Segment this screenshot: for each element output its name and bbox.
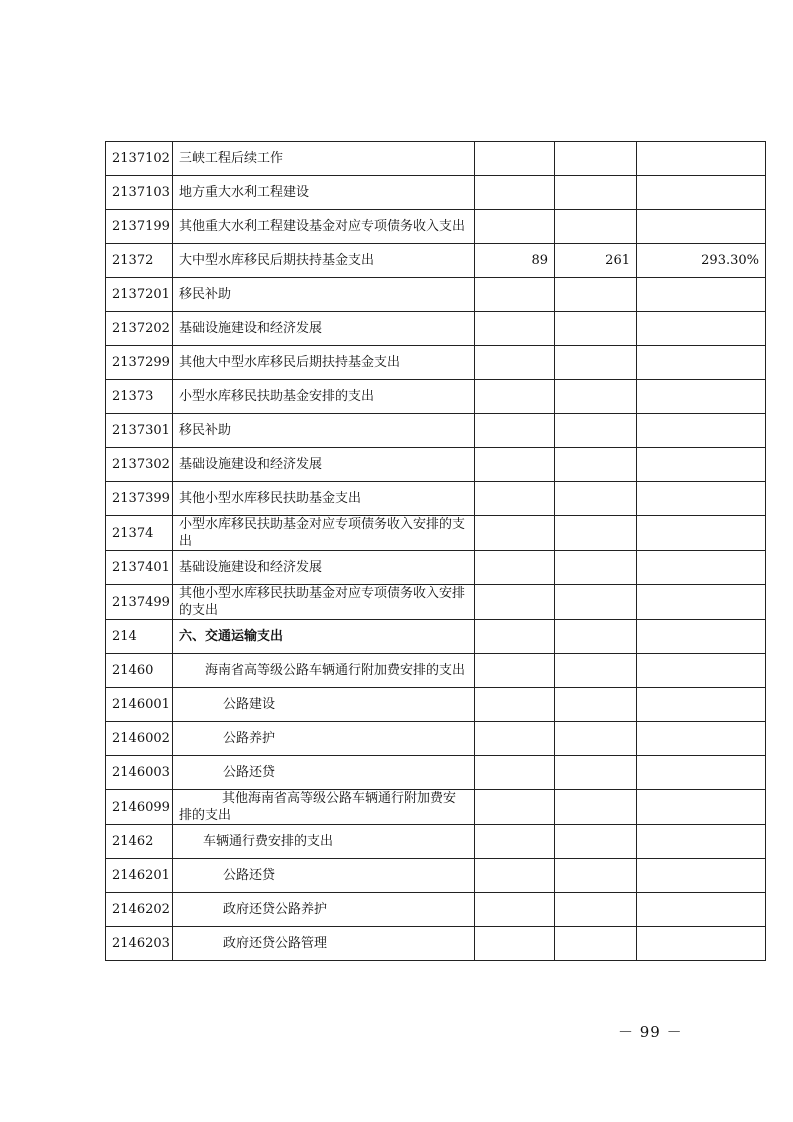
table-row — [106, 722, 766, 756]
row-name: 基础设施建设和经济发展 — [173, 312, 475, 346]
row-value-2 — [555, 585, 637, 620]
row-name: 其他小型水库移民扶助基金对应专项债务收入安排的支出 — [173, 585, 475, 620]
row-value-2 — [555, 927, 637, 961]
row-value-3 — [637, 380, 766, 414]
table-row — [106, 380, 766, 414]
row-name: 地方重大水利工程建设 — [173, 176, 475, 210]
row-value-1 — [475, 790, 555, 825]
row-value-3: 293.30% — [637, 244, 766, 278]
table-row — [106, 482, 766, 516]
row-name: 小型水库移民扶助基金对应专项债务收入安排的支出 — [173, 516, 475, 551]
row-name: 其他大中型水库移民后期扶持基金支出 — [173, 346, 475, 380]
table-row — [106, 176, 766, 210]
row-value-3 — [637, 312, 766, 346]
row-value-3 — [637, 722, 766, 756]
row-name: 三峡工程后续工作 — [173, 142, 475, 176]
table-row — [106, 927, 766, 961]
row-value-3 — [637, 551, 766, 585]
row-value-3 — [637, 756, 766, 790]
page-number: － 99 － — [618, 1023, 683, 1041]
row-value-2 — [555, 722, 637, 756]
row-value-3 — [637, 176, 766, 210]
table-row — [106, 448, 766, 482]
table-row — [106, 893, 766, 927]
row-value-1 — [475, 414, 555, 448]
row-name: 政府还贷公路养护 — [173, 893, 475, 927]
row-value-2 — [555, 516, 637, 551]
row-value-3 — [637, 414, 766, 448]
row-code: 21373 — [106, 380, 173, 414]
row-code: 2137201 — [106, 278, 173, 312]
table-row — [106, 688, 766, 722]
row-code: 2137399 — [106, 482, 173, 516]
row-value-3 — [637, 482, 766, 516]
table-row — [106, 790, 766, 825]
row-value-2 — [555, 620, 637, 654]
row-code: 214 — [106, 620, 173, 654]
table-row — [106, 142, 766, 176]
table-row — [106, 756, 766, 790]
row-value-1: 89 — [475, 244, 555, 278]
row-value-1 — [475, 654, 555, 688]
row-value-3 — [637, 825, 766, 859]
row-value-3 — [637, 210, 766, 244]
row-value-1 — [475, 176, 555, 210]
row-code: 2137302 — [106, 448, 173, 482]
row-value-2 — [555, 482, 637, 516]
row-value-3 — [637, 620, 766, 654]
row-value-2 — [555, 312, 637, 346]
row-value-1 — [475, 893, 555, 927]
row-code: 2137103 — [106, 176, 173, 210]
row-value-2 — [555, 893, 637, 927]
row-code: 2137499 — [106, 585, 173, 620]
row-code: 21372 — [106, 244, 173, 278]
row-value-3 — [637, 278, 766, 312]
row-name: 公路还贷 — [173, 756, 475, 790]
row-value-3 — [637, 516, 766, 551]
row-code: 2137102 — [106, 142, 173, 176]
row-code: 2137202 — [106, 312, 173, 346]
table-row — [106, 414, 766, 448]
row-name: 小型水库移民扶助基金安排的支出 — [173, 380, 475, 414]
row-code: 2137401 — [106, 551, 173, 585]
row-name: 公路还贷 — [173, 859, 475, 893]
table-row — [106, 278, 766, 312]
row-value-1 — [475, 278, 555, 312]
row-code: 2146099 — [106, 790, 173, 825]
row-name: 公路建设 — [173, 688, 475, 722]
table-row — [106, 620, 766, 654]
row-name: 其他重大水利工程建设基金对应专项债务收入支出 — [173, 210, 475, 244]
row-value-3 — [637, 893, 766, 927]
row-value-3 — [637, 142, 766, 176]
row-value-2 — [555, 176, 637, 210]
row-code: 2146201 — [106, 859, 173, 893]
row-name: 基础设施建设和经济发展 — [173, 551, 475, 585]
row-code: 21374 — [106, 516, 173, 551]
row-value-3 — [637, 654, 766, 688]
row-value-2 — [555, 380, 637, 414]
row-value-1 — [475, 585, 555, 620]
row-value-1 — [475, 688, 555, 722]
row-value-1 — [475, 859, 555, 893]
row-value-1 — [475, 482, 555, 516]
table-row — [106, 346, 766, 380]
budget-table — [105, 141, 766, 961]
row-value-1 — [475, 346, 555, 380]
row-value-2 — [555, 346, 637, 380]
row-value-2 — [555, 756, 637, 790]
table-row — [106, 585, 766, 620]
row-code: 2146001 — [106, 688, 173, 722]
row-value-2 — [555, 688, 637, 722]
row-name: 移民补助 — [173, 278, 475, 312]
row-code: 21462 — [106, 825, 173, 859]
row-name: 移民补助 — [173, 414, 475, 448]
row-value-1 — [475, 210, 555, 244]
row-value-1 — [475, 380, 555, 414]
table-row — [106, 859, 766, 893]
row-value-2 — [555, 551, 637, 585]
row-name: 政府还贷公路管理 — [173, 927, 475, 961]
row-value-1 — [475, 142, 555, 176]
row-value-1 — [475, 551, 555, 585]
row-name: 基础设施建设和经济发展 — [173, 448, 475, 482]
row-value-3 — [637, 346, 766, 380]
row-value-1 — [475, 927, 555, 961]
row-value-1 — [475, 516, 555, 551]
row-value-1 — [475, 620, 555, 654]
row-value-1 — [475, 756, 555, 790]
row-value-2: 261 — [555, 244, 637, 278]
row-value-2 — [555, 654, 637, 688]
row-value-2 — [555, 414, 637, 448]
row-value-3 — [637, 859, 766, 893]
table-row — [106, 244, 766, 278]
row-value-2 — [555, 278, 637, 312]
table-row — [106, 825, 766, 859]
row-value-2 — [555, 142, 637, 176]
row-code: 2137301 — [106, 414, 173, 448]
row-code: 2146003 — [106, 756, 173, 790]
table-row — [106, 516, 766, 551]
budget-table-body — [106, 142, 766, 961]
table-row — [106, 654, 766, 688]
row-value-2 — [555, 448, 637, 482]
row-value-1 — [475, 448, 555, 482]
row-value-1 — [475, 312, 555, 346]
row-value-1 — [475, 825, 555, 859]
row-value-1 — [475, 722, 555, 756]
row-name: 车辆通行费安排的支出 — [173, 825, 475, 859]
row-value-3 — [637, 688, 766, 722]
row-value-3 — [637, 927, 766, 961]
row-name: 其他小型水库移民扶助基金支出 — [173, 482, 475, 516]
row-code: 2137199 — [106, 210, 173, 244]
row-value-3 — [637, 790, 766, 825]
row-code: 2146002 — [106, 722, 173, 756]
row-name: 六、交通运输支出 — [173, 620, 475, 654]
row-code: 2137299 — [106, 346, 173, 380]
row-value-3 — [637, 448, 766, 482]
row-value-2 — [555, 859, 637, 893]
table-row — [106, 210, 766, 244]
row-code: 2146203 — [106, 927, 173, 961]
table-row — [106, 312, 766, 346]
row-name: 大中型水库移民后期扶持基金支出 — [173, 244, 475, 278]
row-code: 21460 — [106, 654, 173, 688]
row-value-2 — [555, 825, 637, 859]
table-row — [106, 551, 766, 585]
row-name: 海南省高等级公路车辆通行附加费安排的支出 — [173, 654, 475, 688]
row-name: 公路养护 — [173, 722, 475, 756]
row-name: 其他海南省高等级公路车辆通行附加费安排的支出 — [173, 790, 475, 825]
row-value-2 — [555, 790, 637, 825]
row-value-3 — [637, 585, 766, 620]
row-code: 2146202 — [106, 893, 173, 927]
row-value-2 — [555, 210, 637, 244]
